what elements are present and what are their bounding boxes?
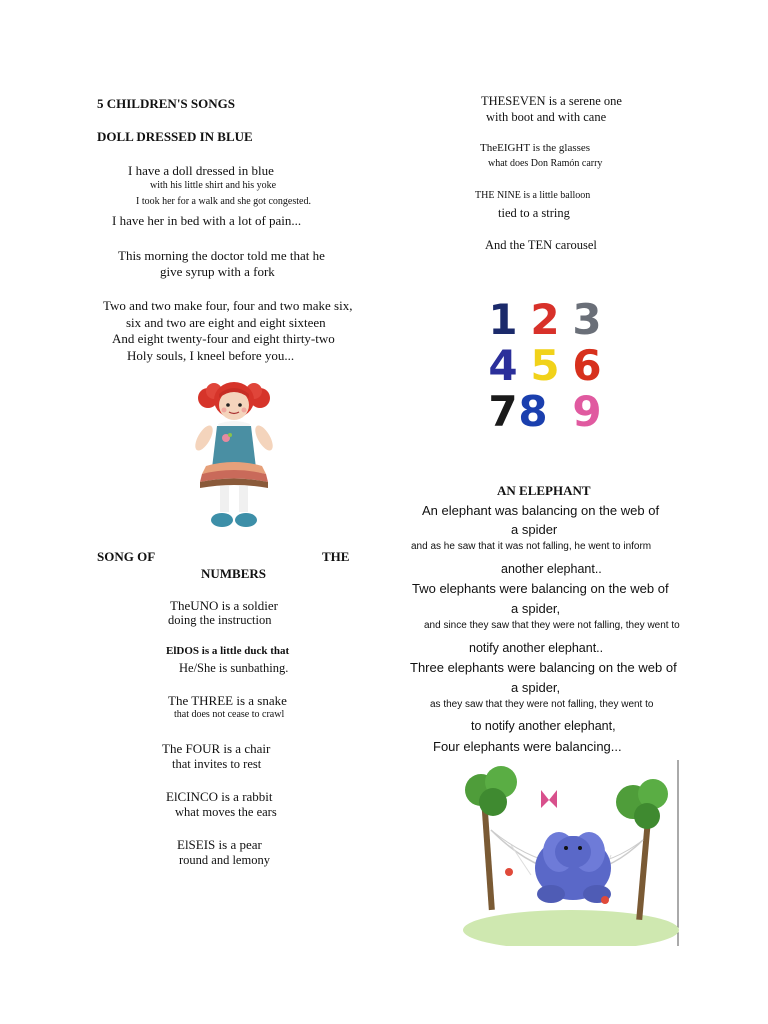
elephant-line: a spider, bbox=[511, 601, 561, 616]
digit-glyph: 4 bbox=[488, 341, 518, 390]
numbers-line: ElSEIS is a pear bbox=[177, 837, 262, 852]
song-title-numbers-part: THE bbox=[322, 549, 350, 564]
elephant-line: Two elephants were balancing on the web of bbox=[412, 581, 669, 596]
doll-line: This morning the doctor told me that he bbox=[118, 248, 325, 263]
numbers-line: THESEVEN is a serene one bbox=[481, 94, 622, 108]
elephant-line: Three elephants were balancing on the web of bbox=[410, 660, 677, 675]
numbers-line: doing the instruction bbox=[168, 613, 272, 627]
digit-glyph: 9 bbox=[572, 387, 602, 436]
elephant-line: notify another elephant.. bbox=[469, 641, 604, 655]
numbers-line: with boot and with cane bbox=[486, 110, 607, 124]
numbers-line: what does Don Ramón carry bbox=[488, 158, 603, 169]
elephant-line: Four elephants were balancing... bbox=[433, 739, 622, 754]
doll-line: I have her in bed with a lot of pain... bbox=[112, 213, 302, 228]
elephant-line: another elephant.. bbox=[501, 562, 602, 576]
doll-illustration bbox=[184, 378, 284, 536]
doll-line: Holy souls, I kneel before you... bbox=[127, 348, 295, 363]
elephant-line: An elephant was balancing on the web of bbox=[422, 503, 660, 518]
song-title-numbers-part: NUMBERS bbox=[201, 566, 267, 581]
numbers-line: He/She is sunbathing. bbox=[179, 661, 289, 675]
elephant-hammock-illustration bbox=[461, 760, 679, 946]
numbers-line: ElCINCO is a rabbit bbox=[166, 789, 273, 804]
elephant-line: and since they saw that they were not falling, they went to bbox=[424, 620, 680, 631]
digit-glyph: 6 bbox=[572, 341, 602, 390]
song-title-doll: DOLL DRESSED IN BLUE bbox=[97, 129, 253, 144]
digit-glyph: 2 bbox=[530, 298, 560, 344]
elephant-line: a spider, bbox=[511, 680, 561, 695]
doll-line: give syrup with a fork bbox=[160, 264, 275, 279]
doll-line: six and two are eight and eight sixteen bbox=[126, 315, 326, 330]
numbers-line: that does not cease to crawl bbox=[174, 709, 285, 720]
numbers-line: TheEIGHT is the glasses bbox=[480, 142, 591, 154]
digit-glyph: 7 bbox=[488, 387, 518, 436]
digit-glyph: 3 bbox=[572, 298, 602, 344]
numbers-line: tied to a string bbox=[498, 206, 570, 220]
doll-line: with his little shirt and his yoke bbox=[150, 180, 277, 191]
doll-line: Two and two make four, four and two make six, bbox=[103, 298, 353, 313]
numbers-line: The FOUR is a chair bbox=[162, 741, 271, 756]
numbers-line: round and lemony bbox=[179, 853, 270, 867]
numbers-line: THE NINE is a little balloon bbox=[475, 190, 591, 201]
numbers-line: The THREE is a snake bbox=[168, 693, 287, 708]
document-title: 5 CHILDREN'S SONGS bbox=[97, 96, 235, 111]
elephant-line: and as he saw that it was not falling, he went to inform bbox=[411, 541, 652, 552]
numbers-line: TheUNO is a soldier bbox=[170, 598, 278, 613]
elephant-line: as they saw that they were not falling, they went to bbox=[430, 699, 654, 710]
doll-line: And eight twenty-four and eight thirty-two bbox=[112, 331, 335, 346]
numbers-line: what moves the ears bbox=[175, 805, 277, 819]
elephant-line: to notify another elephant, bbox=[471, 719, 616, 733]
doll-line: I have a doll dressed in blue bbox=[128, 163, 274, 178]
numbers-line: that invites to rest bbox=[172, 757, 262, 771]
numbers-illustration bbox=[483, 298, 611, 440]
numbers-line: ElDOS is a little duck that bbox=[166, 645, 290, 657]
doll-line: I took her for a walk and she got congested. bbox=[136, 196, 311, 207]
song-title-elephant: AN ELEPHANT bbox=[497, 483, 591, 498]
digit-glyph: 8 bbox=[518, 387, 548, 436]
song-title-numbers-part: SONG OF bbox=[97, 549, 156, 564]
elephant-line: a spider bbox=[511, 522, 558, 537]
numbers-line: And the TEN carousel bbox=[485, 238, 597, 252]
digit-glyph: 1 bbox=[488, 298, 518, 344]
digit-glyph: 5 bbox=[530, 341, 560, 390]
